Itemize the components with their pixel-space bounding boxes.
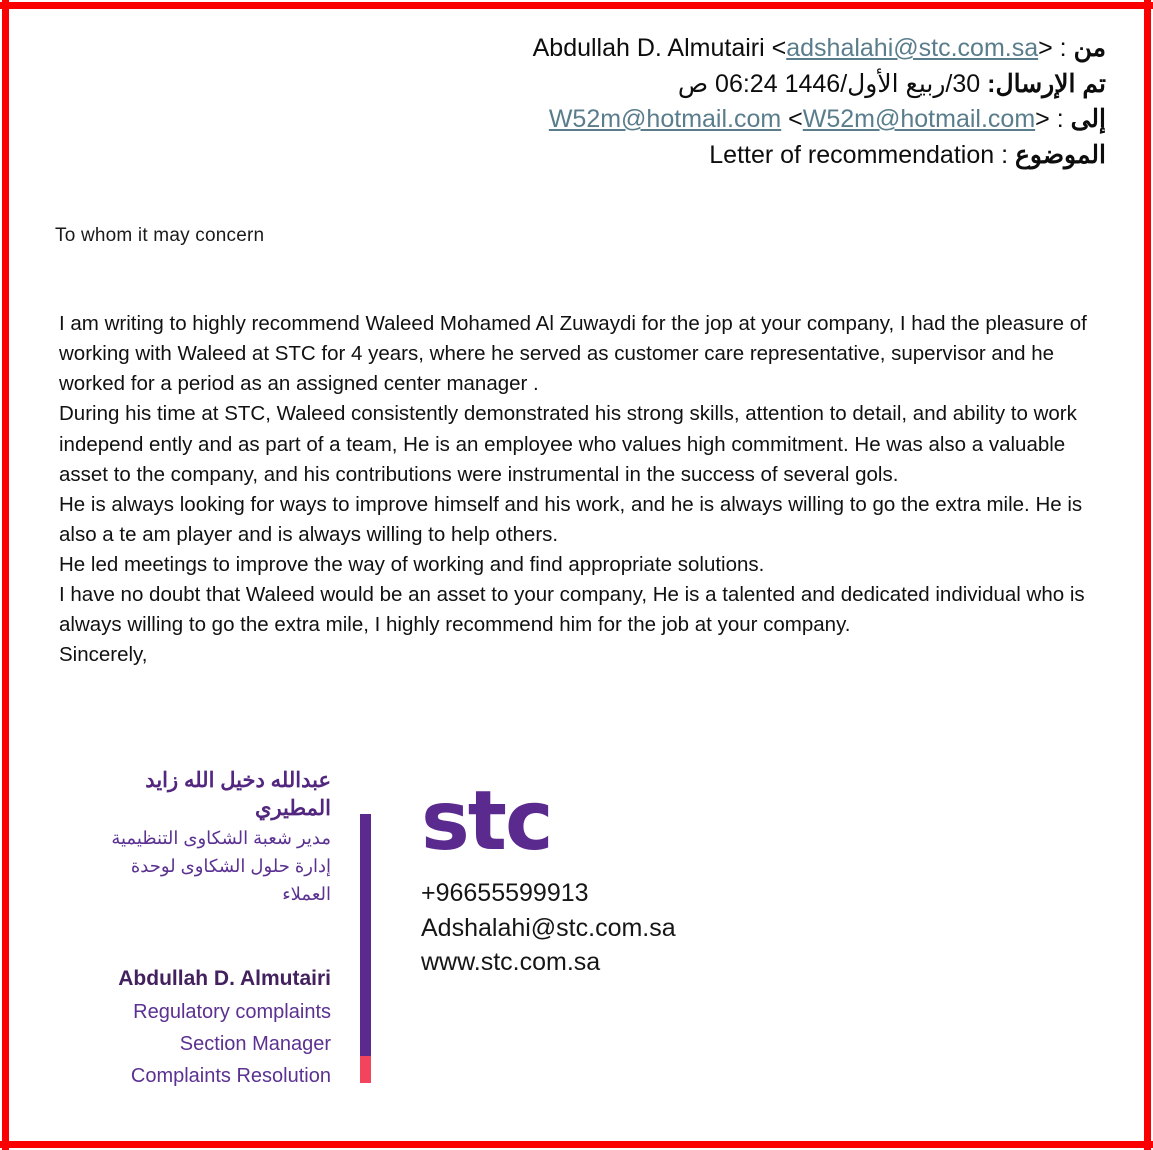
to-address-link[interactable]: W52m@hotmail.com xyxy=(802,105,1036,133)
salutation-text: To whom it may concern xyxy=(55,225,265,246)
page-content xyxy=(9,9,1144,1141)
to-label: إلى xyxy=(1070,105,1106,133)
letter-body xyxy=(59,309,1096,671)
email-header xyxy=(9,9,1144,173)
subject-value: Letter of recommendation xyxy=(709,140,995,169)
page-border-bottom xyxy=(0,1141,1153,1148)
to-display-link[interactable]: W52m@hotmail.com xyxy=(548,105,782,133)
subject-label: الموضوع xyxy=(1015,140,1106,169)
signature-arabic-role-line: العملاء xyxy=(282,883,331,904)
email-header-sent-line xyxy=(9,67,1106,103)
company-website[interactable]: www.stc.com.sa xyxy=(421,948,601,977)
from-colon: : xyxy=(1052,34,1074,62)
signature-english-role-line: Regulatory complaints xyxy=(133,1000,331,1023)
email-header-from-line xyxy=(9,31,1106,67)
letter-paragraph: He led meetings to improve the way of working and find appropriate solutions. xyxy=(59,553,765,576)
letter-paragraph: I have no doubt that Waleed would be an asset to your company, He is a talented and dedicated individual who is always willing to go the extra mile, I highly recommend him for the job at your company. xyxy=(59,583,1085,637)
from-label: من xyxy=(1073,34,1106,62)
signature-english-column xyxy=(69,963,331,1093)
company-contact-list xyxy=(421,876,676,980)
signature-english-name: Abdullah D. Almutairi xyxy=(118,967,331,991)
from-email-link[interactable]: adshalahi@stc.com.sa xyxy=(786,34,1039,62)
page-border-left xyxy=(2,0,9,1150)
stc-logo: stc xyxy=(421,773,552,869)
company-phone: +96655599913 xyxy=(421,879,589,908)
company-block xyxy=(421,773,676,980)
from-bracket-close: > xyxy=(1038,34,1053,62)
signature-accent-bar xyxy=(360,814,371,1083)
signature-arabic-name: عبدالله دخيل الله زايد المطيري xyxy=(145,768,331,821)
from-name: Abdullah D. Almutairi xyxy=(532,34,772,62)
to-bracket-open: < xyxy=(788,105,803,133)
sent-label: تم الإرسال: xyxy=(987,69,1106,98)
signature-arabic-role-line: مدير شعبة الشكاوى التنظيمية xyxy=(111,828,331,849)
to-bracket-close: > xyxy=(1035,105,1050,133)
signature-block xyxy=(9,767,1144,1142)
letter-paragraph: During his time at STC, Waleed consistently demonstrated his strong skills, attention to detail, and ability to work independ ently and as part of a team, He is an employee who values high commitment. He was also a valuable asset to the company, and his contributions were instrumental in the success of several gols. xyxy=(59,402,1077,486)
subject-colon: : xyxy=(994,140,1015,169)
signature-arabic-role-line: إدارة حلول الشكاوى لوحدة xyxy=(130,855,331,876)
signature-english-role-line: Complaints Resolution xyxy=(130,1065,331,1088)
email-header-subject-line xyxy=(9,138,1106,174)
email-header-to-line xyxy=(9,102,1106,138)
letter-paragraph: I am writing to highly recommend Waleed Mohamed Al Zuwaydi for the jop at your company, I had the pleasure of working with Waleed at STC for 4 years, where he served as customer care representative, supervisor and he worked for a period as an assigned center manager . xyxy=(59,312,1087,396)
signature-accent-bar-tip xyxy=(360,1056,371,1083)
sent-value: 30/ربيع الأول/1446 06:24 ص xyxy=(677,69,988,98)
page-border-right xyxy=(1144,0,1151,1150)
letter-closing: Sincerely, xyxy=(59,643,148,667)
from-bracket-open: < xyxy=(771,34,787,62)
signature-text-column xyxy=(69,767,331,1093)
letter-salutation xyxy=(55,225,1144,247)
page-border-top xyxy=(0,2,1153,9)
letter-paragraph: He is always looking for ways to improve himself and his work, and he is always willing to go the extra mile. He is also a te am player and is always willing to help others. xyxy=(59,492,1083,546)
to-colon: : xyxy=(1049,105,1071,133)
company-email[interactable]: Adshalahi@stc.com.sa xyxy=(421,913,676,942)
signature-english-role-line: Section Manager xyxy=(179,1033,331,1056)
